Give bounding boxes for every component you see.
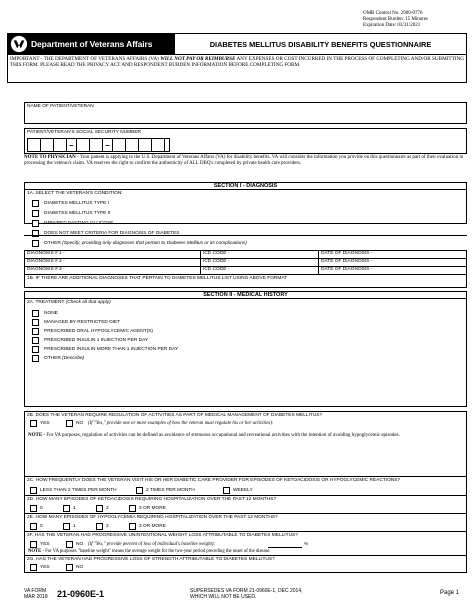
form-header <box>7 33 467 73</box>
omb-burden: Respondent Burden: 15 Minutes <box>363 17 428 23</box>
ssn-digit-box[interactable] <box>90 139 103 151</box>
patient-name-field[interactable] <box>24 102 467 124</box>
q2g-block <box>24 556 467 573</box>
q2c-opt1-checkbox[interactable] <box>30 487 37 494</box>
tx-other-label: OTHER (Describe) <box>44 356 85 361</box>
section-1-header: SECTION I - DIAGNOSIS <box>24 182 467 190</box>
q1b-label: 1B. IF THERE ARE ADDITIONAL DIAGNOSES THAT PERTAIN TO DIABETES MELLITUS LIST USING ABOVE FORMAT <box>27 276 288 281</box>
q2f-instruction: (If "Yes," provide percent of loss of individual's baseline weight): <box>88 542 216 547</box>
q2e-3plus-checkbox[interactable] <box>129 523 136 530</box>
q2d-2-checkbox[interactable] <box>96 505 103 512</box>
important-notice: IMPORTANT - THE DEPARTMENT OF VETERANS AFFAIRS (VA) WILL NOT PAY OR REIMBURSE ANY EXPENSES OR COST INCURRED IN THE PROCESS OF COMPLETING AND/OR SUBMITTING THIS FORM. PLEASE READ THE PRIVACY ACT AND RESPONDENT BURDEN INFORMATION BEFORE COMPLETING FORM. <box>7 55 467 83</box>
diagnosis-row-1: DIAGNOSIS # 1 - ICD CODE - DATE OF DIAGNOSIS - <box>24 250 467 258</box>
q2f-label: 2F. HAS THE VETERAN HAD PROGRESSIVE UNINTENTIONAL WEIGHT LOSS ATTRIBUTABLE TO DIABETES MELLITUS? <box>27 533 298 538</box>
q1a-underline <box>24 225 467 236</box>
footer-form-info: VA FORM MAR 2018 <box>24 588 48 600</box>
ssn-digit-box[interactable] <box>113 139 126 151</box>
agency-banner <box>7 33 174 55</box>
diagnosis-row-2: DIAGNOSIS # 2 - ICD CODE - DATE OF DIAGNOSIS - <box>24 258 467 266</box>
q2e-label: 2E. HOW MANY EPISODES OF HYPOGLYCEMIA REQUIRING HOSPITALIZATION OVER THE PAST 12 MONTHS? <box>27 515 278 520</box>
ssn-digit-box[interactable] <box>41 139 54 151</box>
q2c-block <box>24 477 467 496</box>
diagnosis-row-3: DIAGNOSIS # 3 - ICD CODE - DATE OF DIAGNOSIS - <box>24 266 467 275</box>
q2b-label: 2B. DOES THE VETERAN REQUIRE REGULATION OF ACTIVITIES AS PART OF MEDICAL MANAGEMENT OF DIABETES MELLITUS? <box>27 413 323 418</box>
q2e-0-checkbox[interactable] <box>30 523 37 530</box>
ssn-digit-box[interactable] <box>139 139 152 151</box>
dm-type2-checkbox[interactable] <box>32 210 39 217</box>
q1b-field[interactable] <box>24 274 467 288</box>
q2e-2-checkbox[interactable] <box>96 523 103 530</box>
q2g-no-checkbox[interactable] <box>66 564 73 571</box>
tx-insulin-multi-checkbox[interactable] <box>32 346 39 353</box>
no-criteria-label: DOES NOT MEET CRITERIA FOR DIAGNOSIS OF DIABETES <box>44 231 180 236</box>
ssn-digit-box[interactable] <box>152 139 165 151</box>
q2e-block <box>24 514 467 532</box>
ssn-digit-box[interactable] <box>54 139 67 151</box>
agency-name: Department of Veterans Affairs <box>31 39 153 49</box>
ifg-label: IMPAIRED FASTING GLUCOSE <box>44 221 114 226</box>
dm-type1-checkbox[interactable] <box>32 200 39 207</box>
tx-diet-checkbox[interactable] <box>32 319 39 326</box>
q2f-no-checkbox[interactable] <box>66 541 73 548</box>
omb-control: OMB Control No. 2900-0776 <box>363 11 423 16</box>
ssn-digit-box[interactable] <box>126 139 139 151</box>
q1a-block <box>24 190 467 224</box>
q2d-3plus-checkbox[interactable] <box>129 505 136 512</box>
q2c-opt2-checkbox[interactable] <box>136 487 143 494</box>
q2b-yes-checkbox[interactable] <box>30 420 37 427</box>
footer-form-number: 21-0960E-1 <box>57 589 105 599</box>
q2d-block <box>24 496 467 514</box>
tx-none-checkbox[interactable] <box>32 310 39 317</box>
physician-note: NOTE TO PHYSICIAN - Your patient is applying to the U.S. Department of Veterans Affairs (VA) for disability benefits. VA will consider the information you provide on this questionnaire as part of their evaluation in processing the veteran's claim. VA reserves the right to confirm the authenticity of ALL DBQ's completed by private health care providers. <box>24 155 464 166</box>
dm-type1-label: DIABETES MELLITUS TYPE I <box>44 201 109 206</box>
tx-other-checkbox[interactable] <box>32 355 39 362</box>
ssn-digit-box[interactable] <box>77 139 90 151</box>
omb-expiration: Expiration Date: 03/31/2021 <box>363 23 421 29</box>
omb-info <box>363 11 467 30</box>
patient-name-label: NAME OF PATIENT/VETERAN <box>27 104 94 109</box>
q2b-note: NOTE - For VA purposes, regulation of activities can be defined as avoidance of strenuous occupational and recreational activities with the intention of avoiding hypoglycemic episodes. <box>28 433 400 438</box>
q2b-no-checkbox[interactable] <box>66 420 73 427</box>
q2d-label: 2D. HOW MANY EPISODES OF KETOACIDOSIS REQUIRING HOSPITALIZATION OVER THE PAST 12 MONTHS? <box>27 497 277 502</box>
other-dx-checkbox[interactable] <box>32 240 39 247</box>
ssn-dash: – <box>103 139 113 151</box>
footer-supersedes: SUPERSEDES VA FORM 21-0960E-1, DEC 2014, WHICH WILL NOT BE USED. <box>190 588 303 600</box>
ssn-section <box>24 128 467 154</box>
q2f-note: NOTE - For VA purposes "baseline weight" means the average weight for the two-year period preceding the onset of the disease. <box>28 549 271 554</box>
q2g-label: 2G. HAS THE VETERAN HAD PROGRESSIVE LOSS OF STRENGTH ATTRIBUTABLE TO DIABETES MELLITUS? <box>27 557 275 562</box>
q2e-1-checkbox[interactable] <box>63 523 70 530</box>
q2c-opt3-checkbox[interactable] <box>223 487 230 494</box>
q2d-1-checkbox[interactable] <box>63 505 70 512</box>
ssn-digit-box[interactable] <box>28 139 41 151</box>
va-seal-icon <box>10 35 28 53</box>
tx-insulin1-checkbox[interactable] <box>32 337 39 344</box>
form-title: DIABETES MELLITUS DISABILITY BENEFITS QUESTIONNAIRE <box>174 33 467 55</box>
ssn-input[interactable] <box>27 138 170 152</box>
tx-oral-checkbox[interactable] <box>32 328 39 335</box>
q2b-instruction: (If "Yes," provide one or more examples of how the veteran must regulate his or her activities): <box>88 421 274 426</box>
footer-page: Page 1 <box>440 590 460 596</box>
q2g-yes-checkbox[interactable] <box>30 564 37 571</box>
other-dx-label: OTHER (Specify, providing only diagnoses that pertain to Diabetes Mellitus or its complications) <box>44 241 247 246</box>
ssn-dash: – <box>67 139 77 151</box>
q2a-block <box>24 299 467 407</box>
q1a-label: 1A. SELECT THE VETERAN'S CONDITION: <box>27 191 123 196</box>
dm-type2-label: DIABETES MELLITUS TYPE II <box>44 211 111 216</box>
q2f-percent-input[interactable] <box>268 547 302 548</box>
q2f-yes-checkbox[interactable] <box>30 541 37 548</box>
q2c-label: 2C. HOW FREQUENTLY DOES THE VETERAN VISIT HIS OR HER DIABETIC CARE PROVIDER FOR EPISODES OF KETOACIDOSIS OR HYPOGLYCEMIC REACTIONS? <box>27 478 401 483</box>
q2a-label: 2A. TREATMENT (Check all that apply) <box>27 300 111 305</box>
ssn-label: PATIENT/VETERAN'S SOCIAL SECURITY NUMBER <box>27 130 142 135</box>
section-2-header: SECTION II - MEDICAL HISTORY <box>24 291 467 299</box>
q2d-0-checkbox[interactable] <box>30 505 37 512</box>
